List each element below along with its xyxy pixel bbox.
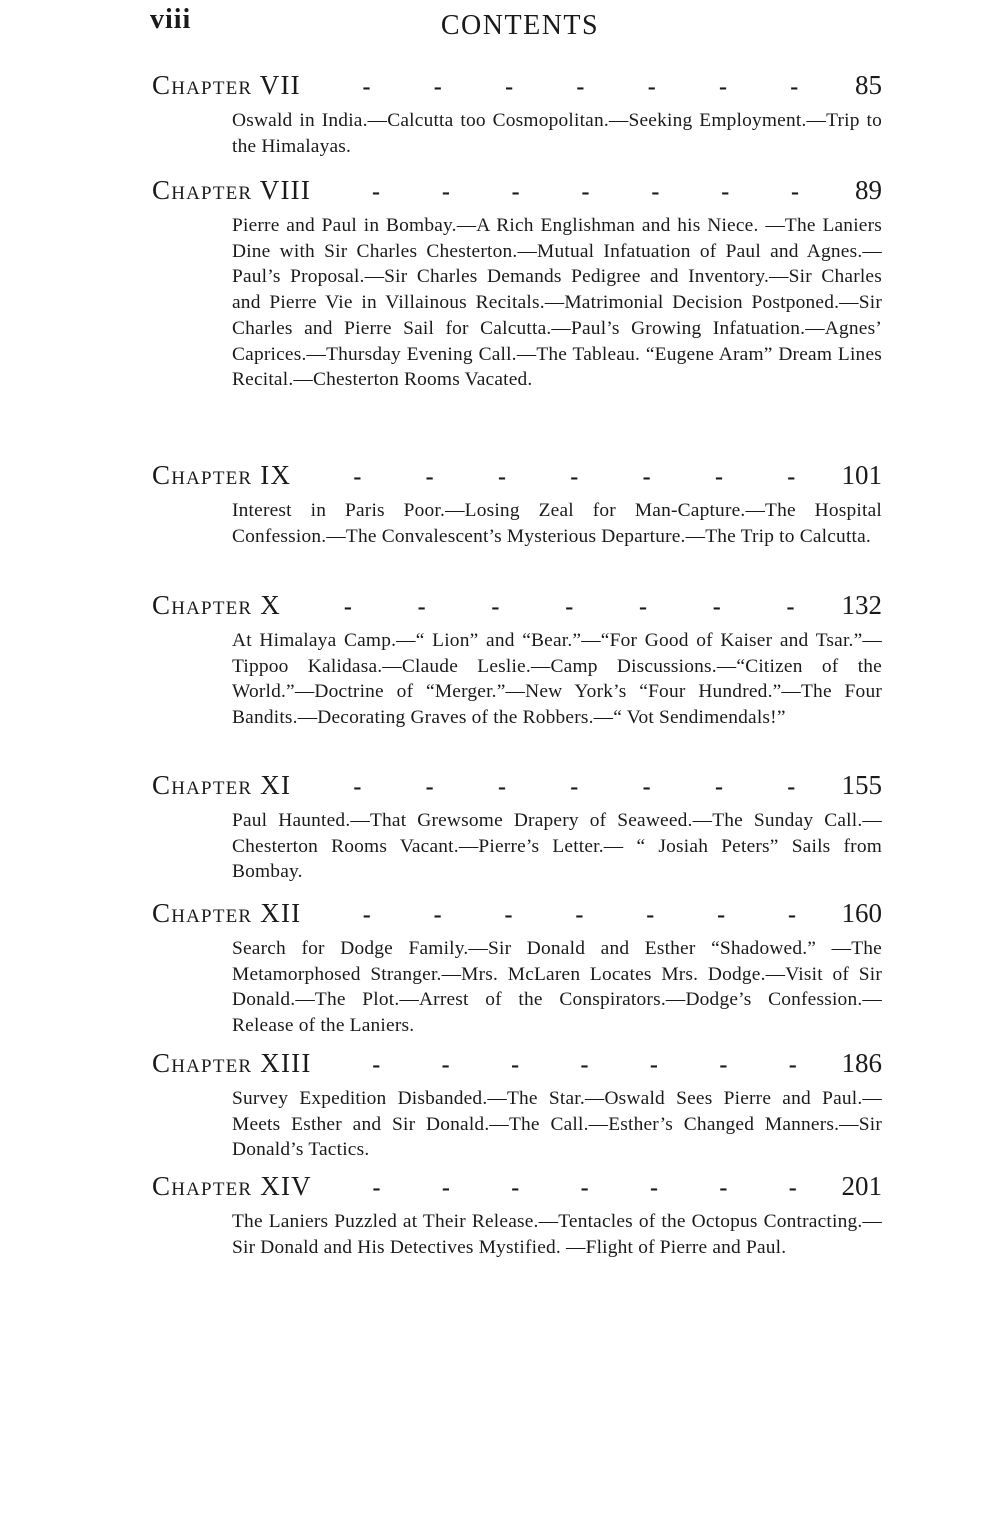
chapter-page-number: 201	[841, 1171, 882, 1201]
chapter-page-number: 186	[841, 1048, 882, 1078]
dot-leaders: - - - - - - -	[362, 74, 799, 100]
chapter-synopsis: Interest in Paris Poor.—Losing Zeal for Man-Capture.—The Hospital Confession.—The Convalescent’s Mysterious Departure.—The Trip to Calcutta.	[232, 500, 882, 547]
chapter-entry	[152, 770, 882, 885]
chapter-synopsis: Pierre and Paul in Bombay.—A Rich Englishman and his Niece. —The Laniers Dine with Sir Charles Chesterton.—Mutual Infatuation of Paul and Agnes.—Paul’s Proposal.—Sir Charles Demands Pedigree and Inventory.—Sir Charles and Pierre Vie in Villainous Recitals.—Matrimonial Decision Postponed.—Sir Charles and Pierre Sail for Calcutta.—Paul’s Growing Infatuation.—Agnes’ Caprices.—Thursday Evening Call.—The Tableau. “Eugene Aram” Dream Lines Recital.—Chesterton Rooms Vacated.	[232, 215, 882, 391]
chapter-synopsis: Paul Haunted.—That Grewsome Drapery of Seaweed.—The Sunday Call.—Chesterton Rooms Vacant.—Pierre’s Letter.— “ Josiah Peters” Sails from Bombay.	[232, 810, 882, 883]
chapter-page-number: 132	[841, 590, 882, 620]
chapter-page-number: 101	[841, 460, 882, 490]
chapter-page-number: 89	[855, 175, 882, 205]
dot-leaders: - - - - - - -	[353, 774, 796, 800]
dot-leaders: - - - - - - -	[372, 1175, 797, 1201]
chapter-synopsis: Oswald in India.—Calcutta too Cosmopolitan.—Seeking Employment.—Trip to the Himalayas.	[232, 110, 882, 157]
chapter-title: Chapter VIII	[152, 175, 312, 205]
chapter-heading-row	[152, 460, 882, 498]
chapter-synopsis: Survey Expedition Disbanded.—The Star.—Oswald Sees Pierre and Paul.—Meets Esther and Sir Donald.—The Call.—Esther’s Changed Manners.—Sir Donald’s Tactics.	[232, 1088, 882, 1161]
chapter-entry	[152, 1048, 882, 1163]
dot-leaders: - - - - - - -	[362, 902, 797, 928]
running-head: CONTENTS	[440, 10, 600, 41]
dot-leaders: - - - - - - -	[343, 594, 795, 620]
chapter-synopsis: At Himalaya Camp.—“ Lion” and “Bear.”—“For Good of Kaiser and Tsar.”—Tippoo Kalidasa.—Claude Leslie.—Camp Discussions.—“Citizen of the World.”—Doctrine of “Merger.”—New York’s “Four Hundred.”—The Four Bandits.—Decorating Graves of the Robbers.—“ Vot Sendimendals!”	[232, 630, 882, 729]
chapter-heading-row	[152, 1048, 882, 1086]
chapter-title: Chapter XI	[152, 770, 292, 800]
chapter-title: Chapter XIII	[152, 1048, 312, 1078]
dot-leaders: - - - - - - -	[353, 464, 796, 490]
chapter-heading-row	[152, 1171, 882, 1209]
chapter-entry	[152, 460, 882, 549]
chapter-title: Chapter IX	[152, 460, 292, 490]
chapter-entry	[152, 175, 882, 393]
chapter-heading-row	[152, 70, 882, 108]
chapter-heading-row	[152, 898, 882, 936]
chapter-title: Chapter X	[152, 590, 281, 620]
chapter-synopsis: The Laniers Puzzled at Their Release.—Tentacles of the Octopus Contracting.—Sir Donald and His Detectives Mystified. —Flight of Pierre and Paul.	[232, 1211, 882, 1258]
chapter-page-number: 160	[841, 898, 882, 928]
chapter-page-number: 155	[841, 770, 882, 800]
page-number: viii	[150, 4, 192, 35]
chapter-entry	[152, 1171, 882, 1260]
chapter-heading-row	[152, 175, 882, 213]
chapter-heading-row	[152, 590, 882, 628]
chapter-heading-row	[152, 770, 882, 808]
chapter-entry	[152, 590, 882, 731]
chapter-synopsis: Search for Dodge Family.—Sir Donald and Esther “Shadowed.” —The Metamorphosed Stranger.—Mrs. McLaren Locates Mrs. Dodge.—Visit of Sir Donald.—The Plot.—Arrest of the Conspirators.—Dodge’s Confession.—Release of the Laniers.	[232, 938, 882, 1037]
chapter-entry	[152, 898, 882, 1039]
dot-leaders: - - - - - - -	[371, 179, 800, 205]
chapter-title: Chapter XIV	[152, 1171, 312, 1201]
chapter-title: Chapter VII	[152, 70, 301, 100]
dot-leaders: - - - - - - -	[372, 1052, 797, 1078]
chapter-entry	[152, 70, 882, 159]
chapter-title: Chapter XII	[152, 898, 302, 928]
chapter-page-number: 85	[855, 70, 882, 100]
